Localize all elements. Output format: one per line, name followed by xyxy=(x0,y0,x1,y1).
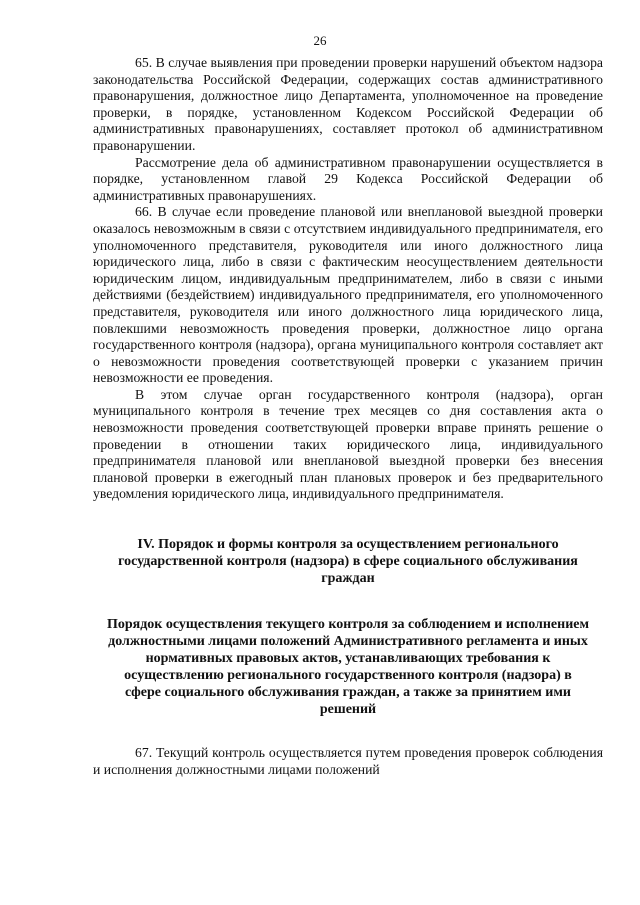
document-body xyxy=(93,55,603,778)
section-title: IV. Порядок и формы контроля за осуществлением регионального государственной контроля (надзора) в сфере социального обслуживания граждан xyxy=(118,537,578,587)
paragraph-65: 65. В случае выявления при проведении проверки нарушений объектом надзора законодательства Российской Федерации, содержащих состав административного правонарушения, должностное лицо Департамента, уполномоченное на проведение проверки, в порядке, установленном Кодексом Российской Федерации об административных правонарушениях, составляет протокол об административном правонарушении. xyxy=(93,55,603,153)
paragraph-66-continued: В этом случае орган государственного контроля (надзора), орган муниципального контроля в течение трех месяцев со дня составления акта о невозможности проведения соответствующей проверки вправе принять решение о проведении в отношении таких юридического лица, индивидуального предпринимателя плановой или внеплановой выездной проверки без внесения плановой проверки в ежегодный план плановых проверок и без предварительного уведомления юридического лица, индивидуального предпринимателя. xyxy=(93,386,603,502)
subsection-title: Порядок осуществления текущего контроля за соблюдением и исполнением должностными лицами положений Административного регламента и иных нормативных правовых актов, устанавливающих требования к осуществлению регионального государственного контроля (надзора) в сфере социального обслуживания граждан, а также за принятием ими решений xyxy=(106,617,590,718)
paragraph-66: 66. В случае если проведение плановой или внеплановой выездной проверки оказалось невозможным в связи с отсутствием индивидуального предпринимателя, его уполномоченного представителя, руководителя или иного должностного лица юридического лица, либо в связи с фактическим неосуществлением деятельности юридическим лицом, индивидуальным предпринимателем, либо в связи с иными действиями (бездействием) индивидуального предпринимателя, его уполномоченного представителя, руководителя или иного должностного лица юридического лица, повлекшими невозможность проведения проверки, должностное лицо органа государственного контроля (надзора), органа муниципального контроля составляет акт о невозможности проведения соответствующей проверки с указанием причин невозможности ее проведения. xyxy=(93,204,603,386)
paragraph-67: 67. Текущий контроль осуществляется путем проведения проверок соблюдения и исполнения должностными лицами положений xyxy=(93,745,603,777)
paragraph-review: Рассмотрение дела об административном правонарушении осуществляется в порядке, установленном главой 29 Кодекса Российской Федерации об административных правонарушениях. xyxy=(93,154,603,203)
page-number: 26 xyxy=(313,33,327,48)
